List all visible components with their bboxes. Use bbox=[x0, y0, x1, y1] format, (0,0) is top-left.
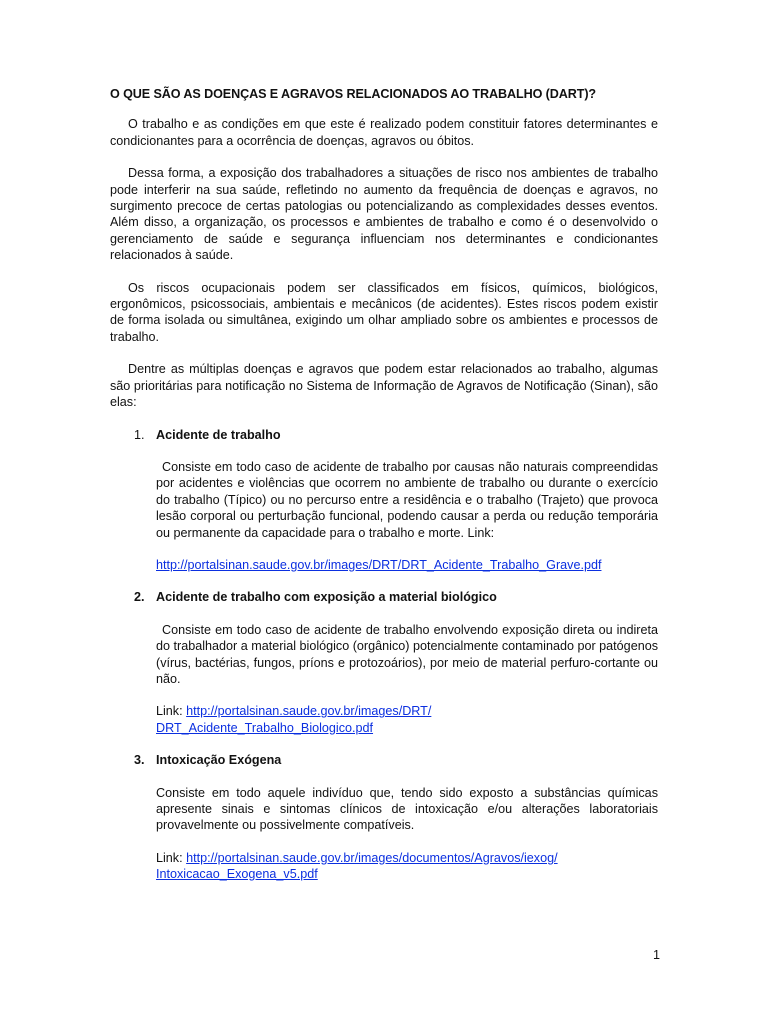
paragraph-2: Dessa forma, a exposição dos trabalhadores a situações de risco nos ambientes de trabalho pode interferir na sua saúde, refletindo no aumento da frequência de doenças e agravos, no surgimento precoce de certas patologias ou potencializando as complexidades desses eventos. Além disso, a organização, os processos e ambientes de trabalho e como é o desenvolvido o gerenciamento de saúde e segurança influenciam nos determinantes e condicionantes relacionados à saúde. bbox=[110, 166, 658, 263]
link-intoxicacao-exogena[interactable] bbox=[156, 851, 558, 881]
list-item-link-line bbox=[156, 703, 658, 736]
link-acidente-trabalho-grave[interactable]: http://portalsinan.saude.gov.br/images/DRT/DRT_Acidente_Trabalho_Grave.pdf bbox=[156, 557, 602, 572]
list-item-text: Consiste em todo aquele indivíduo que, tendo sido exposto a substâncias químicas apresente sinais e sintomas clínicos de intoxicação e/ou alterações laboratoriais provavelmente ou possivelmente compatíveis. bbox=[156, 785, 658, 833]
link-prefix: Link: bbox=[156, 704, 183, 719]
link-text-line-2[interactable]: Intoxicacao_Exogena_v5.pdf bbox=[156, 867, 318, 882]
list-item-text: Consiste em todo caso de acidente de trabalho envolvendo exposição direta ou indireta do trabalhador a material biológico (orgânico) potencialmente contaminado por patógenos (vírus, bactérias, fungos, príons e protozoários), por meio de material perfuro-cortante ou não. bbox=[156, 622, 658, 686]
page-number: 1 bbox=[652, 948, 660, 962]
link-acidente-trabalho-biologico[interactable] bbox=[156, 704, 431, 734]
link-text-line-2[interactable]: DRT_Acidente_Trabalho_Biologico.pdf bbox=[156, 720, 374, 735]
list-item-number: 3. bbox=[134, 753, 145, 768]
list-item-link-line bbox=[156, 850, 658, 883]
list-item-title: Acidente de trabalho bbox=[156, 427, 281, 442]
paragraph-4: Dentre as múltiplas doenças e agravos que podem estar relacionados ao trabalho, algumas são prioritárias para notificação no Sistema de Informação de Agravos de Notificação (Sinan), são elas: bbox=[110, 362, 658, 410]
link-text-line-1[interactable]: http://portalsinan.saude.gov.br/images/documentos/Agravos/iexog/ bbox=[186, 850, 558, 865]
list-item-heading bbox=[134, 589, 658, 605]
list-item-number: 1. bbox=[134, 427, 145, 442]
list-item bbox=[110, 589, 658, 736]
link-text-line-1[interactable]: http://portalsinan.saude.gov.br/images/DRT/ bbox=[186, 704, 432, 719]
list-item-number: 2. bbox=[134, 590, 145, 605]
document-body bbox=[110, 86, 658, 899]
list-item-text: Consiste em todo caso de acidente de trabalho por causas não naturais compreendidas por acidentes e violências que ocorrem no ambiente de trabalho ou durante o exercício do trabalho (Típico) ou no percurso entre a residência e o trabalho (Trajeto) que provoca lesão corporal ou perturbação funcional, podendo causar a perda ou redução temporária ou permanente da capacidade para o trabalho e morte. Link: bbox=[156, 459, 658, 540]
list-item bbox=[110, 752, 658, 882]
list-item-title: Intoxicação Exógena bbox=[156, 753, 282, 768]
list-item bbox=[110, 427, 658, 574]
paragraph-3: Os riscos ocupacionais podem ser classificados em físicos, químicos, biológicos, ergonômicos, psicossociais, ambientais e mecânicos (de acidentes). Estes riscos podem existir de forma isolada ou simultânea, exigindo um olhar ampliado sobre os ambientes e processos de trabalho. bbox=[110, 280, 658, 344]
document-title: O QUE SÃO AS DOENÇAS E AGRAVOS RELACIONADOS AO TRABALHO (DART)? bbox=[110, 87, 597, 101]
link-prefix: Link: bbox=[156, 850, 183, 865]
list-item-title: Acidente de trabalho com exposição a material biológico bbox=[156, 590, 497, 605]
list-item-link-line bbox=[156, 557, 658, 573]
paragraph-1: O trabalho e as condições em que este é realizado podem constituir fatores determinantes e condicionantes para a ocorrência de doenças, agravos ou óbitos. bbox=[110, 117, 658, 148]
list-item-heading bbox=[134, 427, 658, 443]
list-item-heading bbox=[134, 752, 658, 768]
